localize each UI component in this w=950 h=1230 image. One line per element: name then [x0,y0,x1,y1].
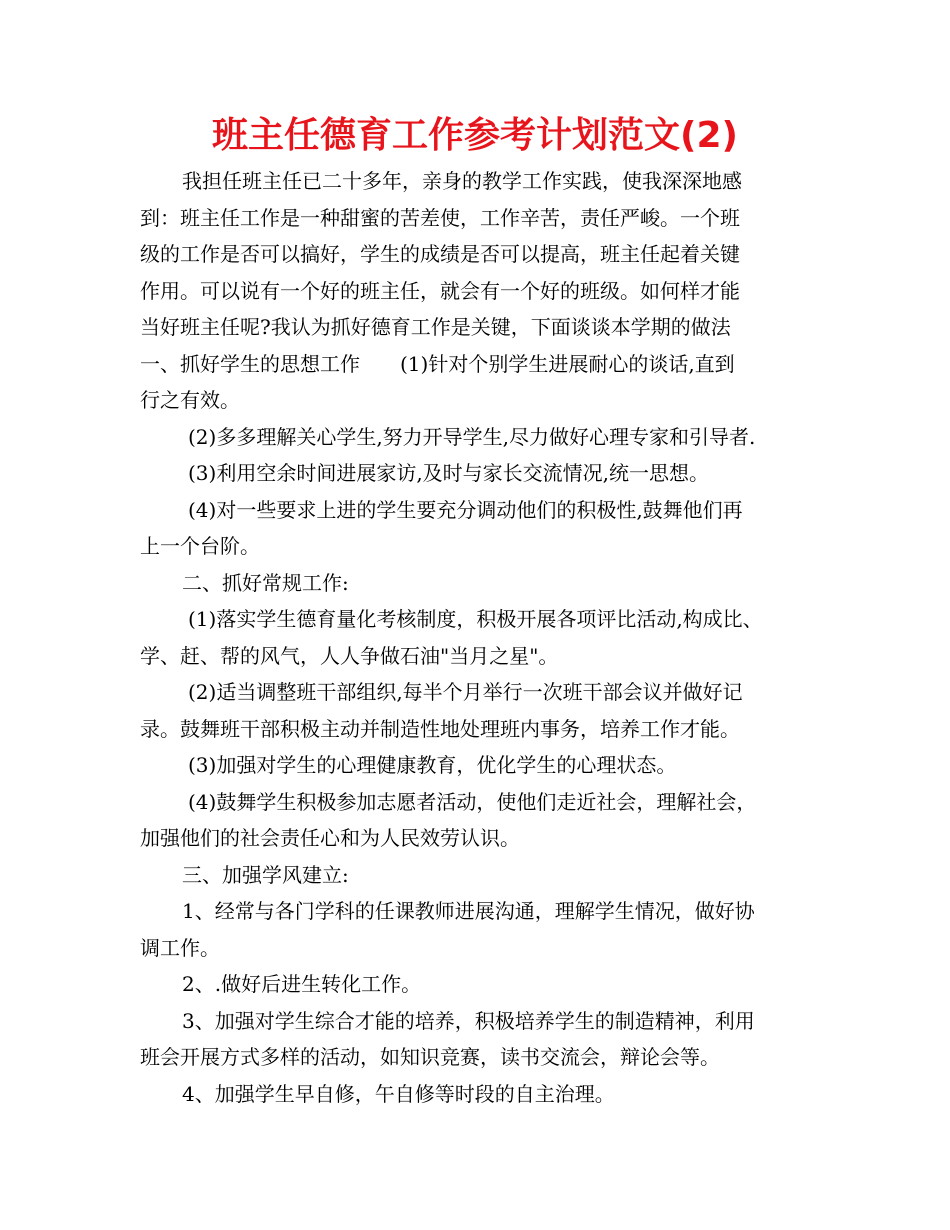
paragraph-line: (2)多多理解关心学生,努力开导学生,尽力做好心理专家和引导者. [188,424,756,449]
paragraph-line: 4、加强学生早自修，午自修等时段的自主治理。 [182,1081,615,1106]
document-body [140,163,830,1112]
paragraph-line: 加强他们的社会责任心和为人民效劳认识。 [140,826,520,850]
paragraph-line: 作用。可以说有一个好的班主任，就会有一个好的班级。如何样才能 [140,278,740,303]
paragraph-line: 上一个台阶。 [140,534,260,558]
paragraph-line: 学、赶、帮的风气，人人争做石油"当月之星"。 [140,643,559,668]
paragraph-line: (2)适当调整班干部组织,每半个月举行一次班干部会议并做好记 [188,680,743,704]
section-heading: 二、抓好常规工作: [182,570,349,595]
paragraph-line: 级的工作是否可以搞好，学生的成绩是否可以提高，班主任起着关键 [140,242,740,266]
paragraph-line: 2、.做好后进生转化工作。 [182,972,422,996]
paragraph-line: (4)鼓舞学生积极参加志愿者活动，使他们走近社会，理解社会， [188,789,757,814]
paragraph-line: 一、抓好学生的思想工作 (1)针对个别学生进展耐心的谈话,直到 [140,351,735,376]
paragraph-line: 班会开展方式多样的活动，如知识竞赛，读书交流会，辩论会等。 [140,1045,720,1069]
paragraph-line: (3)加强对学生的心理健康教育，优化学生的心理状态。 [188,753,677,777]
document-title: 班主任德育工作参考计划范文(2) [212,115,738,156]
paragraph-line: 1、经常与各门学科的任课教师进展沟通，理解学生情况，做好协 [182,899,755,923]
paragraph-line: 到：班主任工作是一种甜蜜的苦差使，工作辛苦，责任严峻。一个班 [140,205,740,230]
paragraph-line: (3)利用空余时间进展家访,及时与家长交流情况,统一思想。 [188,461,710,485]
paragraph-line: (4)对一些要求上进的学生要充分调动他们的积极性,鼓舞他们再 [188,497,743,522]
paragraph-line: 我担任班主任已二十多年，亲身的教学工作实践，使我深深地感 [182,169,742,193]
paragraph-line: 行之有效。 [140,388,240,412]
paragraph-line: 调工作。 [140,935,220,960]
paragraph-line: 3、加强对学生综合才能的培养，积极培养学生的制造精神，利用 [182,1008,755,1033]
paragraph-line: (1)落实学生德育量化考核制度，积极开展各项评比活动,构成比、 [188,607,763,631]
paragraph-line: 当好班主任呢?我认为抓好德育工作是关键，下面谈谈本学期的做法 [140,315,731,339]
paragraph-line: 录。鼓舞班干部积极主动并制造性地处理班内事务，培养工作才能。 [140,716,740,741]
section-heading: 三、加强学风建立: [182,862,349,887]
